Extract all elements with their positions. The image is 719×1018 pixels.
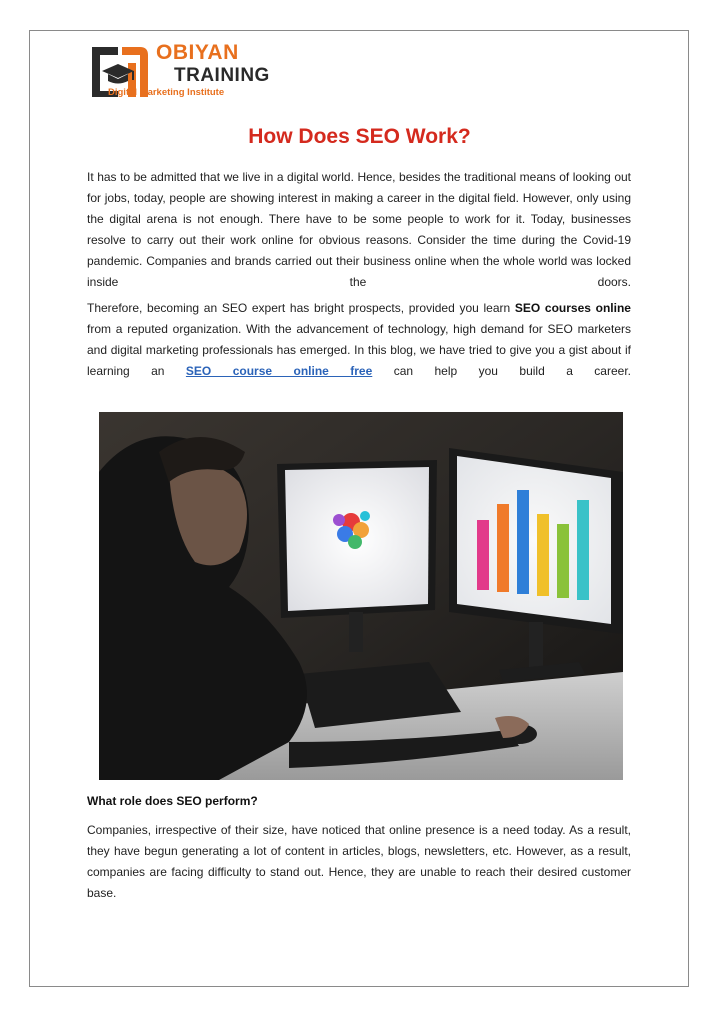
logo-wordmark-obiyan: OBIYAN	[156, 41, 239, 64]
logo-wordmark-training: TRAINING	[174, 65, 270, 86]
paragraph-text: Therefore, becoming an SEO expert has bright prospects, provided you learn	[87, 301, 515, 315]
paragraph-text: can help you build a career.	[372, 364, 631, 378]
bold-phrase-seo-courses-online: SEO courses online	[514, 301, 631, 315]
logo-tagline: Digital Marketing Institute	[108, 87, 225, 98]
section-heading: What role does SEO perform?	[87, 794, 258, 808]
seo-course-online-free-link[interactable]: SEO course online free	[185, 364, 373, 378]
man-at-computer-photo	[99, 412, 623, 780]
intro-paragraph: It has to be admitted that we live in a digital world. Hence, besides the traditional means of looking out for jobs, today, people are showing interest in making a career in the digital field. However, only using the digital arena is not enough. There have to be some people to work for it. Today, businesses resolve to carry out their work online for obvious reasons. Consider the time during the Covid-19 pandemic. Companies and brands carried out their business online when the whole world was locked inside the doors.	[87, 170, 631, 289]
page-title: How Does SEO Work?	[248, 125, 471, 148]
second-paragraph	[87, 298, 631, 382]
obiyan-training-logo[interactable]	[88, 41, 288, 103]
paragraph-text: from a reputed organization. With the advancement of technology, high demand for SEO marketers and digital marketing professionals has emerged. In this blog, we have tried to give you a gist about if learning an	[87, 322, 631, 378]
third-paragraph: Companies, irrespective of their size, have noticed that online presence is a need today. As a result, they have begun generating a lot of content in articles, blogs, newsletters, etc. However, as a result, companies are facing difficulty to stand out. Hence, they are unable to reach their desired customer base.	[87, 823, 631, 900]
